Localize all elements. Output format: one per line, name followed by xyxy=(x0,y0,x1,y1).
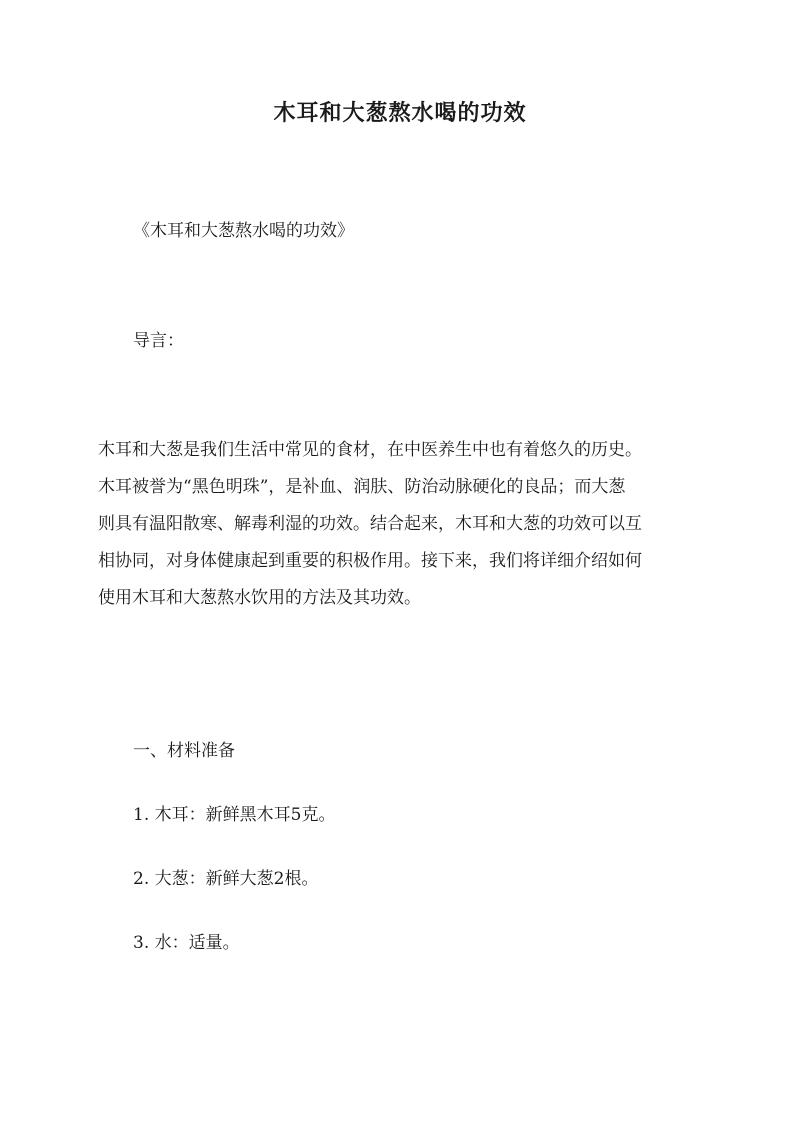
document-subtitle: 《木耳和大葱熬水喝的功效》 xyxy=(133,221,354,241)
section-heading: 一、材料准备 xyxy=(133,741,235,761)
list-item: 3. 水：适量。 xyxy=(133,933,240,953)
intro-line: 木耳被誉为“黑色明珠”，是补血、润肤、防治动脉硬化的良品；而大葱 xyxy=(98,477,626,497)
list-item: 1. 木耳：新鲜黑木耳5克。 xyxy=(133,805,336,825)
intro-line: 木耳和大葱是我们生活中常见的食材，在中医养生中也有着悠久的历史。 xyxy=(98,440,642,460)
page-title: 木耳和大葱熬水喝的功效 xyxy=(273,100,527,126)
intro-label: 导言： xyxy=(133,331,184,351)
intro-line: 则具有温阳散寒、解毒利湿的功效。结合起来，木耳和大葱的功效可以互 xyxy=(98,514,642,534)
intro-line: 相协同，对身体健康起到重要的积极作用。接下来，我们将详细介绍如何 xyxy=(98,551,642,571)
intro-paragraph xyxy=(98,432,708,617)
intro-line: 使用木耳和大葱熬水饮用的方法及其功效。 xyxy=(98,588,421,608)
list-item: 2. 大葱：新鲜大葱2根。 xyxy=(133,869,319,889)
